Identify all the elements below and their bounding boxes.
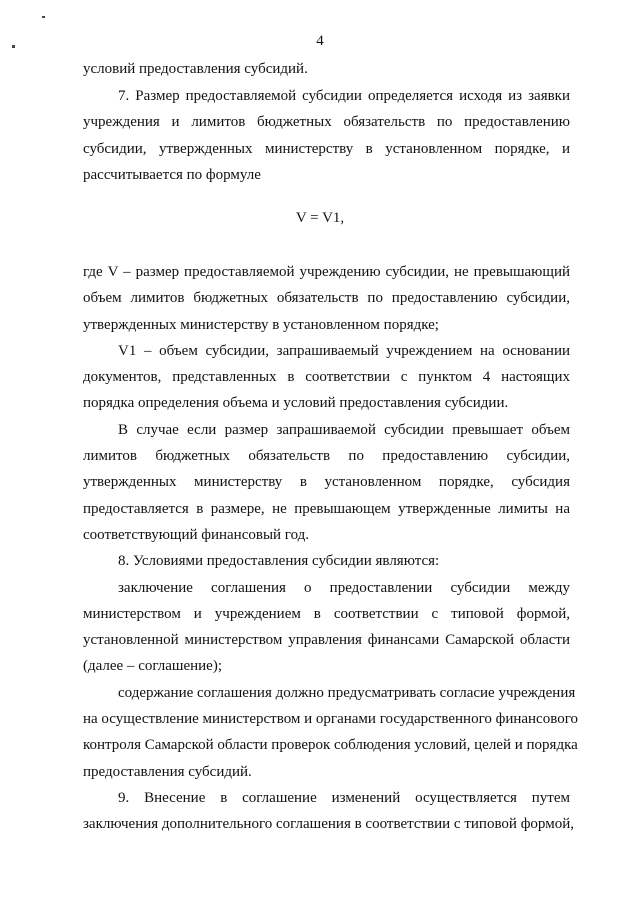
text-line: где V – размер предоставляемой учреждению субсидии, не превышающий <box>83 264 570 280</box>
text-line: V1 – объем субсидии, запрашиваемый учреждением на основании <box>118 342 570 359</box>
text-line: условий предоставления субсидий. <box>83 61 308 77</box>
text-line: учреждения и лимитов бюджетных обязательств по предоставлению <box>83 114 570 131</box>
text-line: заключения дополнительного соглашения в соответствии с типовой формой, <box>83 816 574 833</box>
text-line: заключение соглашения о предоставлении субсидии между <box>118 579 570 596</box>
text-line: 9. Внесение в соглашение изменений осуществляется путем <box>118 789 570 806</box>
text-line: документов, представленных в соответствии с пунктом 4 настоящих <box>83 369 570 386</box>
paragraph-definitions <box>83 259 578 838</box>
text-line: лимитов бюджетных обязательств по предоставлению субсидии, <box>83 448 570 465</box>
page-number: 4 <box>316 33 324 49</box>
text-line: рассчитывается по формуле <box>83 166 261 183</box>
text-line: субсидии, утвержденных министерству в установленном порядке, и <box>83 140 570 157</box>
paragraph-item-7 <box>83 83 570 188</box>
text-line: 8. Условиями предоставления субсидии являются: <box>118 553 440 570</box>
text-line: соответствующий финансовый год. <box>83 526 310 543</box>
text-line: министерством и учреждением в соответствии с типовой формой, <box>83 605 570 622</box>
text-line: контроля Самарской области проверок соблюдения условий, целей и порядка <box>83 737 578 754</box>
text-line: утвержденных министерству в установленном порядке; <box>83 316 439 333</box>
text-line: на осуществление министерством и органами государственного финансового <box>83 711 578 728</box>
text-line: объем лимитов бюджетных обязательств по предоставлению субсидии, <box>83 290 570 307</box>
paragraph-continuation <box>83 56 570 82</box>
text-line: порядка определения объема и условий предоставления субсидии. <box>83 395 509 412</box>
text-line: В случае если размер запрашиваемой субсидии превышает объем <box>118 421 570 438</box>
text-line: содержание соглашения должно предусматривать согласие учреждения <box>118 684 576 701</box>
text-line: (далее – соглашение); <box>83 658 222 675</box>
text-line: утвержденных министерству в установленном порядке, субсидия <box>83 474 570 491</box>
formula: V = V1, <box>295 210 345 226</box>
text-line: предоставления субсидий. <box>83 763 252 780</box>
text-line: 7. Размер предоставляемой субсидии определяется исходя из заявки <box>118 88 570 104</box>
text-line: предоставляется в размере, не превышающем утвержденные лимиты на <box>83 500 570 517</box>
text-line: установленной министерством управления финансами Самарской области <box>83 632 570 649</box>
scan-mark <box>42 16 45 18</box>
